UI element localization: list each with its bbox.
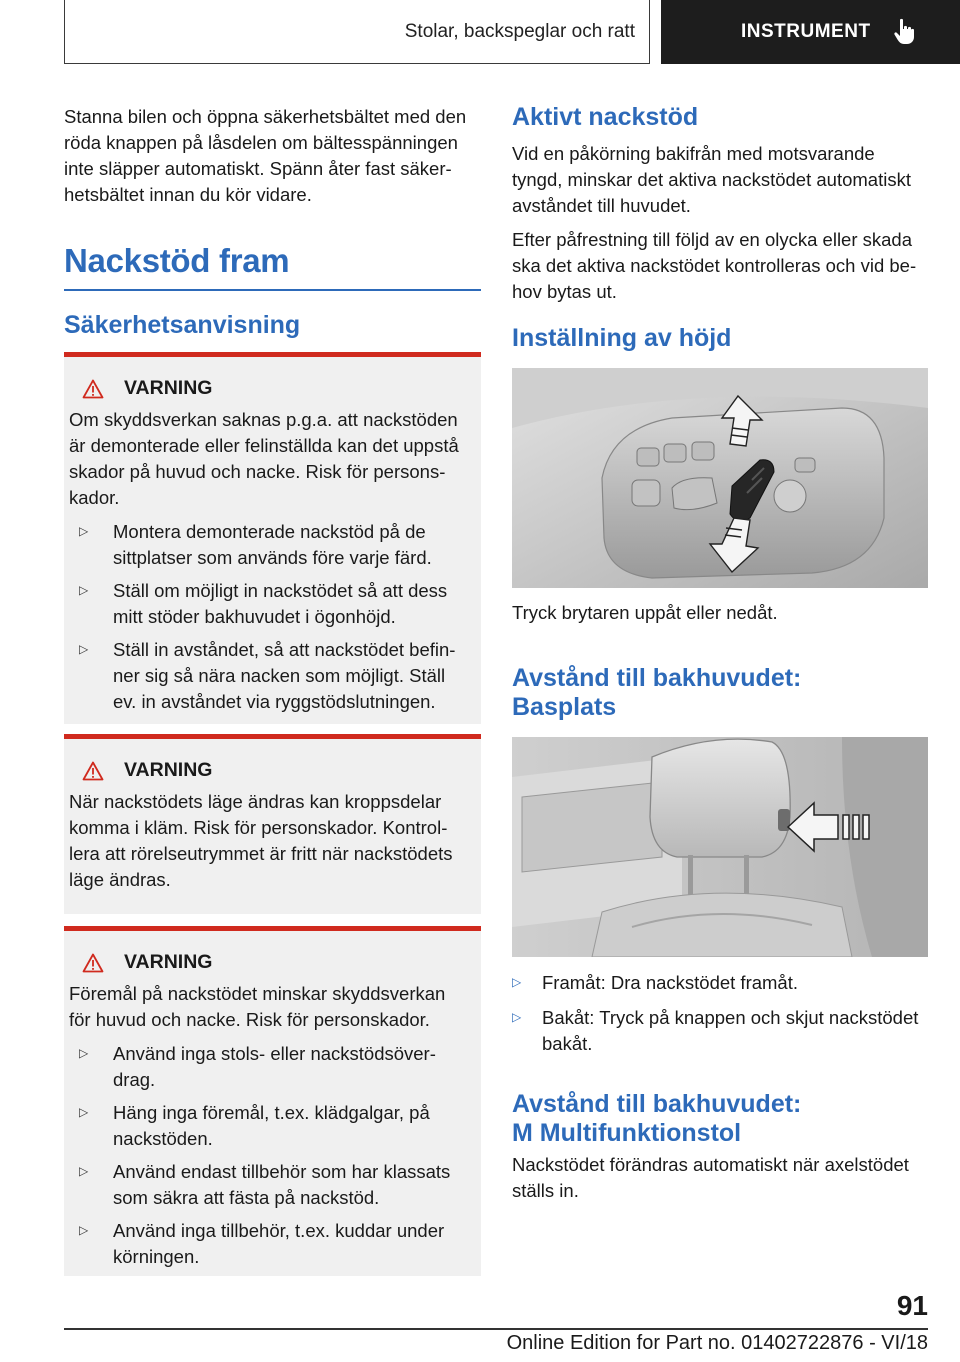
list-item <box>79 578 471 630</box>
warning-label: VARNING <box>124 951 213 973</box>
heading-installning-av-hojd: Inställning av höjd <box>512 324 732 352</box>
list-item <box>79 1100 471 1152</box>
warning-box-3 <box>64 926 481 1276</box>
bullet-triangle-icon: ▷ <box>79 583 89 597</box>
bullet-triangle-icon: ▷ <box>79 642 89 656</box>
heading-nackstod-fram: Nackstöd fram <box>64 242 290 279</box>
list-item <box>79 1041 471 1093</box>
warning-box-1 <box>64 352 481 724</box>
basplats-list-block <box>512 970 928 1066</box>
warning-list-3 <box>69 1041 471 1270</box>
chapter-tab-label: INSTRUMENT <box>741 21 871 42</box>
section-title-text: Stolar, backspeglar och ratt <box>404 20 635 42</box>
heading-basplats-line1: Avstånd till bakhuvudet: <box>512 664 802 692</box>
m-seat-section <box>512 1090 928 1204</box>
seat-switch-photo <box>512 368 928 588</box>
warning-label: VARNING <box>124 377 213 399</box>
warning-text-2: När nackstödets läge ändras kan kroppsdelar komma i kläm. Risk för personskador. Kontrollera att rörelseutrymmet är fritt när nackstödets läge ändras. <box>69 791 453 890</box>
bullet-triangle-icon: ▷ <box>512 975 522 989</box>
list-item <box>79 519 471 571</box>
header-section-title <box>64 0 650 64</box>
bullet-triangle-icon: ▷ <box>512 1010 522 1024</box>
warning-title-1 <box>82 377 471 400</box>
heading-sakerhetsanvisning-block <box>64 311 481 340</box>
basplats-heading-block <box>512 664 928 722</box>
bullet-triangle-icon: ▷ <box>79 1105 89 1119</box>
warning-label: VARNING <box>124 759 213 781</box>
warning-box-2 <box>64 734 481 914</box>
active-paragraph-2: Efter påfrestning till följd av en olycka eller skada ska det aktiva nackstödet kontrolleras och vid behov bytas ut. <box>512 229 917 302</box>
list-item-text: Framåt: Dra nackstödet framåt. <box>542 972 799 993</box>
footer-rule <box>64 1328 928 1330</box>
list-item <box>512 970 928 996</box>
warning-text-1: Om skyddsverkan saknas p.g.a. att nackstöden är demonterade eller felinställda kan det uppstå skador på huvud och nacke. Risk för personskador. <box>69 409 459 508</box>
headrest-photo <box>512 737 928 957</box>
bullet-triangle-icon: ▷ <box>79 1046 89 1060</box>
basplats-list <box>512 970 928 1057</box>
list-item-text: Montera demonterade nackstöd på de sittplatser som används före varje färd. <box>113 521 432 568</box>
warning-triangle-icon <box>82 761 104 781</box>
m-seat-paragraph: Nackstödet förändras automatiskt när axelstödet ställs in. <box>512 1154 909 1201</box>
warning-title-3 <box>82 951 471 974</box>
list-item <box>79 637 471 715</box>
heading-nackstod-fram-block <box>64 242 481 291</box>
list-item-text: Häng inga föremål, t.ex. klädgalgar, på nackstöden. <box>113 1102 430 1149</box>
list-item-text: Använd inga stols- eller nackstödsöverdrag. <box>113 1043 436 1090</box>
bullet-triangle-icon: ▷ <box>79 524 89 538</box>
height-caption: Tryck brytaren uppåt eller nedåt. <box>512 602 778 623</box>
page-number: 91 <box>896 1290 928 1321</box>
active-headrest-section <box>512 103 928 305</box>
heading-m-seat-line2: M Multifunktionstol <box>512 1119 742 1147</box>
heading-aktivt-nackstod: Aktivt nackstöd <box>512 103 699 131</box>
height-heading-block <box>512 324 928 353</box>
list-item-text: Bakåt: Tryck på knappen och skjut nackstödet bakåt. <box>542 1007 919 1054</box>
heading-basplats-line2: Basplats <box>512 693 617 721</box>
list-item-text: Ställ in avståndet, så att nackstödet befinner sig så nära nacken som möjligt. Ställ ev. in avståndet via ryggstödslutningen. <box>113 639 456 712</box>
list-item <box>512 1005 928 1057</box>
heading-sakerhetsanvisning: Säkerhetsanvisning <box>64 311 301 339</box>
height-caption-block <box>512 600 928 626</box>
list-item <box>79 1159 471 1211</box>
left-intro <box>64 104 481 208</box>
warning-triangle-icon <box>82 379 104 399</box>
footer-edition-text: Online Edition for Part no. 01402722876 - VI/18 <box>506 1332 928 1354</box>
hand-pointer-icon <box>893 18 917 46</box>
warning-triangle-icon <box>82 953 104 973</box>
list-item-text: Använd endast tillbehör som har klassats som säkra att fästa på nackstöd. <box>113 1161 451 1208</box>
warning-text-3: Föremål på nackstödet minskar skyddsverkan för huvud och nacke. Risk för personskador. <box>69 983 446 1030</box>
list-item <box>79 1218 471 1270</box>
bullet-triangle-icon: ▷ <box>79 1223 89 1237</box>
active-paragraph-1: Vid en påkörning bakifrån med motsvarande tyngd, minskar det aktiva nackstödet automatiskt avståndet till huvudet. <box>512 143 911 216</box>
list-item-text: Ställ om möjligt in nackstödet så att dess mitt stöder bakhuvudet i ögonhöjd. <box>113 580 448 627</box>
header-chapter-tab[interactable] <box>661 0 960 64</box>
list-item-text: Använd inga tillbehör, t.ex. kuddar under körningen. <box>113 1220 445 1267</box>
bullet-triangle-icon: ▷ <box>79 1164 89 1178</box>
heading-rule <box>64 289 481 291</box>
heading-m-seat-line1: Avstånd till bakhuvudet: <box>512 1090 802 1118</box>
warning-title-2 <box>82 759 471 782</box>
intro-paragraph: Stanna bilen och öppna säkerhetsbältet med den röda knappen på låsdelen om bältesspänningen inte släpper automatiskt. Spänn åter fast säkerhetsbältet innan du kör vidare. <box>64 106 467 205</box>
warning-list-1 <box>69 519 471 715</box>
